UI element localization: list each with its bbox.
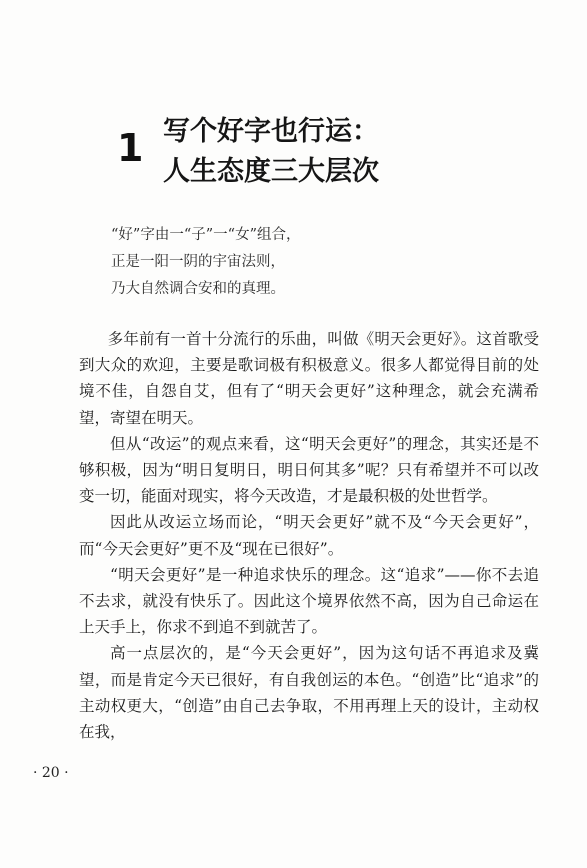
paragraph: “明天会更好”是一种追求快乐的理念。这“追求”——你不去追不去求，就没有快乐了。因此这个境界依然不高，因为自己命运在上天手上，你求不到追不到就苦了。 bbox=[79, 565, 539, 637]
page-number: · 20 · bbox=[33, 765, 69, 781]
paragraph: 因此从改运立场而论，“明天会更好”就不及“今天会更好”，而“今天会更好”更不及“现在已很好”。 bbox=[79, 513, 539, 558]
chapter-number: 1 bbox=[117, 126, 144, 170]
body-text bbox=[79, 326, 539, 745]
epigraph-line: “好”字由一“子”一“女”组合， bbox=[111, 227, 301, 243]
paragraph: 多年前有一首十分流行的乐曲，叫做《明天会更好》。这首歌受到大众的欢迎，主要是歌词极有积极意义。很多人都觉得目前的处境不佳，自怨自艾，但有了“明天会更好”这种理念，就会充满希望，寄望在明天。 bbox=[79, 330, 539, 427]
chapter-title-line-2: 人生态度三大层次 bbox=[163, 156, 379, 187]
paragraph: 但从“改运”的观点来看，这“明天会更好”的理念，其实还是不够积极，因为“明日复明日，明日何其多”呢？只有希望并不可以改变一切，能面对现实，将今天改造，才是最积极的处世哲学。 bbox=[79, 434, 539, 506]
paragraph: 高一点层次的，是“今天会更好”，因为这句话不再追求及冀望，而是肯定今天已很好，有自我创运的本色。“创造”比“追求”的主动权更大，“创造”由自己去争取，不用再理上天的设计，主动权在我， bbox=[79, 644, 539, 742]
chapter-title bbox=[163, 112, 379, 192]
epigraph-line: 正是一阳一阴的宇宙法则， bbox=[111, 254, 285, 270]
chapter-title-line-1: 写个好字也行运： bbox=[163, 116, 379, 147]
epigraph bbox=[111, 222, 300, 303]
epigraph-line: 乃大自然调合安和的真理。 bbox=[111, 281, 285, 297]
